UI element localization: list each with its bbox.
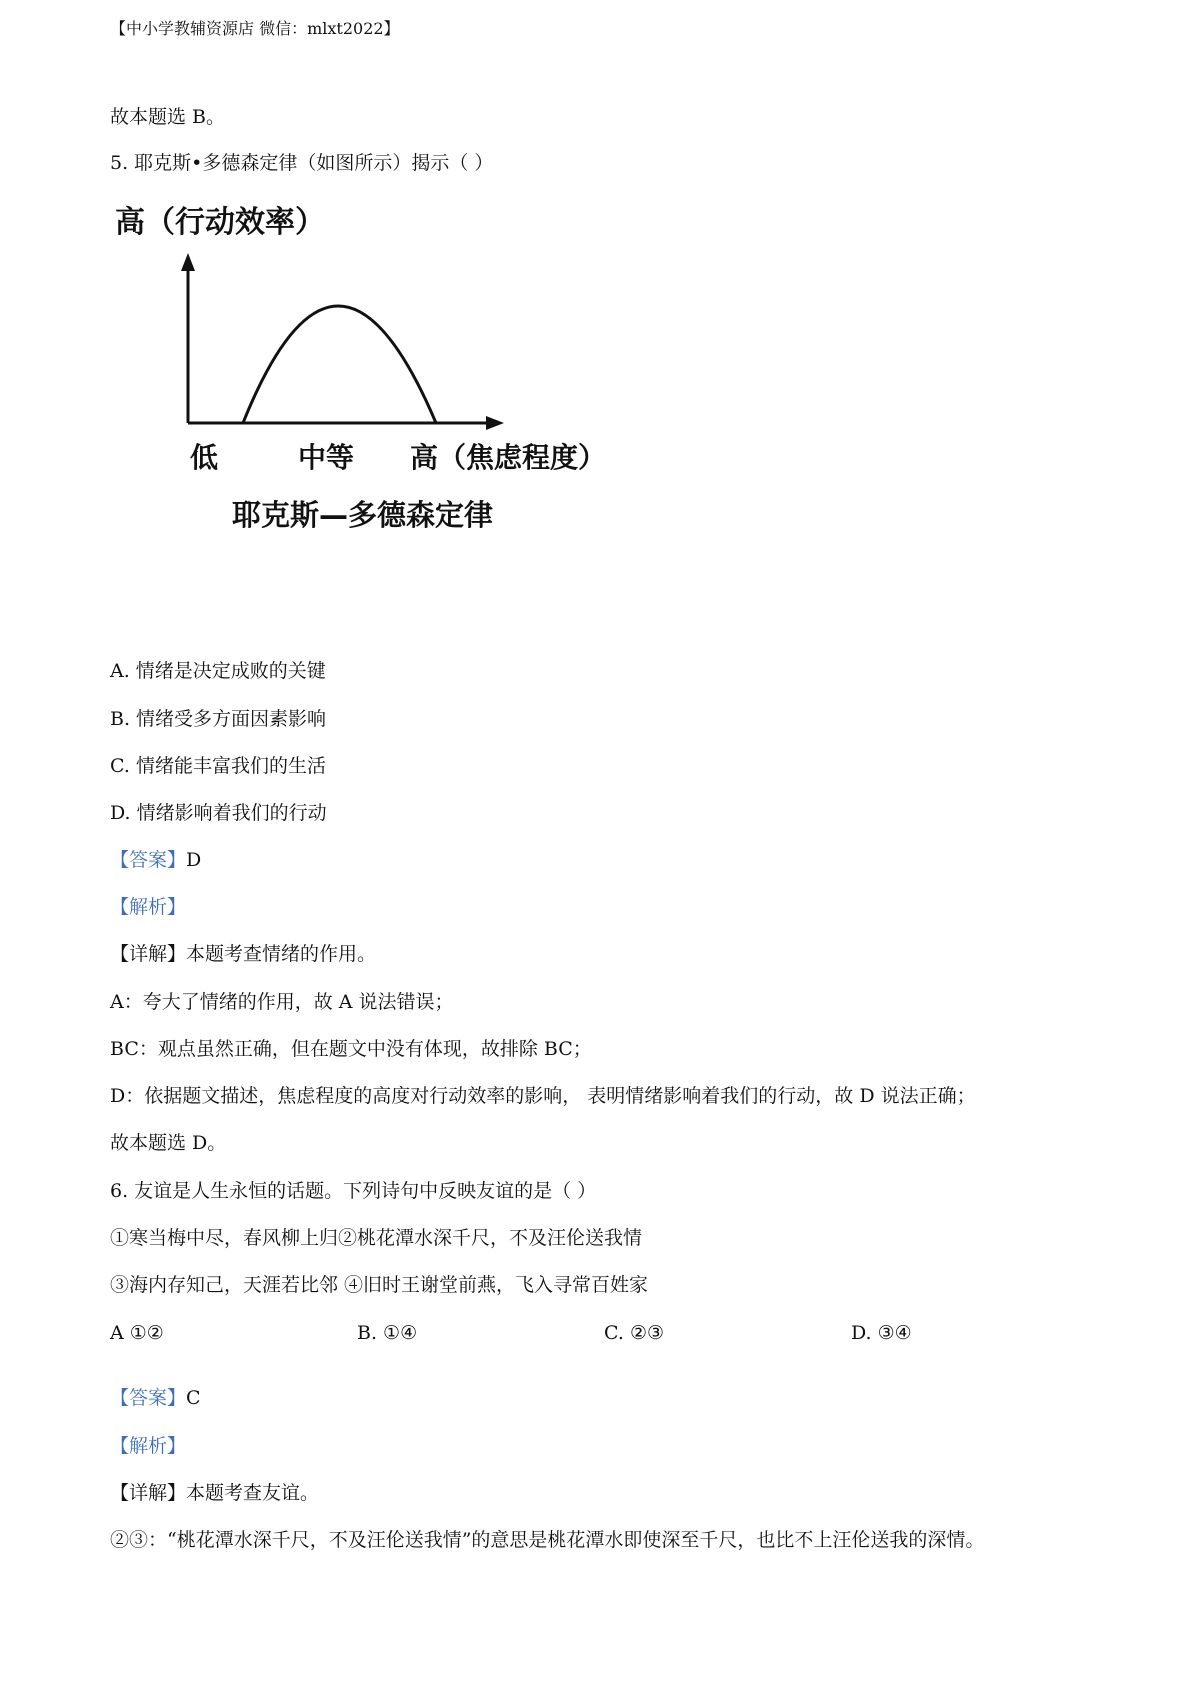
answer-tag: 【答案】 — [110, 849, 187, 871]
y-axis-label: 高（行动效率） — [115, 205, 325, 240]
q5-option-d: D. 情绪影响着我们的行动 — [110, 802, 327, 824]
q6-option-c: C. ②③ — [604, 1322, 665, 1344]
x-axis-label: 高（焦虑程度） — [410, 441, 607, 474]
q5-conclusion: 故本题选 D。 — [110, 1132, 227, 1154]
x-label-medium: 中等 — [298, 441, 355, 474]
q5-detail: 【详解】本题考查情绪的作用。 — [110, 943, 377, 965]
x-axis-arrow — [486, 416, 504, 430]
q5-option-a: A. 情绪是决定成败的关键 — [110, 660, 326, 682]
q6-poems-line-2: ③海内存知己，天涯若比邻 ④旧时王谢堂前燕，飞入寻常百姓家 — [110, 1274, 649, 1296]
q6-explanation: ②③：“桃花潭水深千尺，不及汪伦送我情”的意思是桃花潭水即使深至千尺，也比不上汪伦送我的深情。 — [110, 1529, 985, 1551]
q6-poems-line-1: ①寒当梅中尽，春风柳上归②桃花潭水深千尺，不及汪伦送我情 — [110, 1227, 643, 1249]
q5-option-c: C. 情绪能丰富我们的生活 — [110, 755, 326, 777]
yerkes-dodson-diagram — [110, 205, 650, 585]
q5-answer — [110, 847, 201, 873]
yerkes-dodson-figure — [110, 205, 650, 585]
q6-analysis-tag: 【解析】 — [110, 1435, 187, 1457]
question-6-stem: 6. 友谊是人生永恒的话题。下列诗句中反映友谊的是（ ） — [110, 1180, 597, 1202]
q6-option-d: D. ③④ — [851, 1322, 912, 1344]
x-label-low: 低 — [190, 441, 219, 474]
q5-explanation-bc: BC：观点虽然正确，但在题文中没有体现，故排除 BC； — [110, 1038, 592, 1060]
previous-conclusion: 故本题选 B。 — [110, 106, 226, 128]
answer-value: C — [186, 1387, 201, 1409]
y-axis-arrow — [181, 253, 195, 271]
figure-caption: 耶克斯—多德森定律 — [232, 498, 494, 532]
q6-answer — [110, 1385, 201, 1411]
answer-tag: 【答案】 — [110, 1387, 187, 1409]
question-5-stem: 5. 耶克斯•多德森定律（如图所示）揭示（ ） — [110, 152, 494, 174]
page-header: 【中小学教辅资源店 微信：mlxt2022】 — [110, 19, 400, 38]
q5-analysis-tag: 【解析】 — [110, 896, 187, 918]
q5-explanation-a: A：夸大了情绪的作用，故 A 说法错误； — [110, 991, 454, 1013]
q5-explanation-d: D：依据题文描述，焦虑程度的高度对行动效率的影响， 表明情绪影响着我们的行动，故 D 说法正确； — [110, 1085, 976, 1107]
q6-option-b: B. ①④ — [357, 1322, 418, 1344]
q6-detail: 【详解】本题考查友谊。 — [110, 1482, 320, 1504]
efficiency-curve — [243, 306, 436, 423]
q6-option-a: A ①② — [110, 1322, 164, 1344]
q5-option-b: B. 情绪受多方面因素影响 — [110, 708, 327, 730]
answer-value: D — [186, 849, 202, 871]
